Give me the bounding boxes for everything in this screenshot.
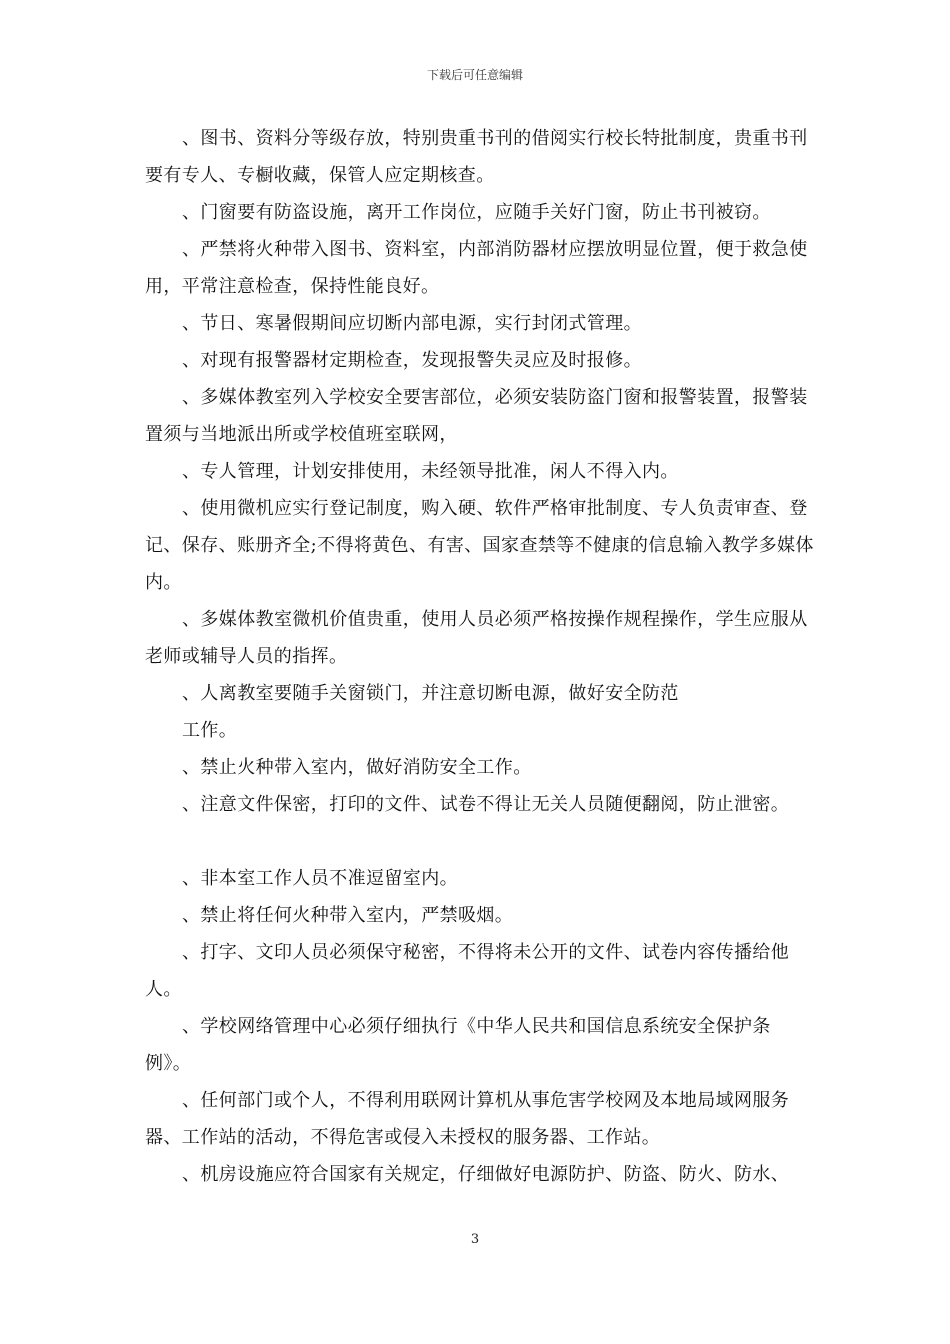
paragraph-2: 、门窗要有防盗设施，离开工作岗位，应随手关好门窗，防止书刊被窃。 [182, 202, 771, 223]
paragraph-14: 、禁止将任何火种带入室内，严禁吸烟。 [182, 905, 514, 926]
paragraph-17: 、任何部门或个人，不得利用联网计算机从事危害学校网及本地局域网服务器、工作站的活动，不得危害或侵入未授权的服务器、工作站。 [145, 1090, 790, 1148]
paragraph-8: 、使用微机应实行登记制度，购入硬、软件严格审批制度、专人负责审查、登记、保存、账册齐全;不得将黄色、有害、国家查禁等不健康的信息输入教学多媒体内。 [145, 498, 814, 593]
page-header: 下载后可任意编辑 [426, 68, 523, 82]
paragraph-3: 、严禁将火种带入图书、资料室，内部消防器材应摆放明显位置，便于救急使用，平常注意检查，保持性能良好。 [145, 239, 808, 297]
paragraph-7: 、专人管理，计划安排使用，未经领导批准，闲人不得入内。 [182, 461, 679, 482]
paragraph-11: 、禁止火种带入室内，做好消防安全工作。 [182, 757, 532, 778]
paragraph-10: 、人离教室要随手关窗锁门，并注意切断电源，做好安全防范 [182, 683, 679, 704]
paragraph-13: 、非本室工作人员不准逗留室内。 [182, 868, 458, 889]
blank-line [145, 823, 815, 860]
page-number: 3 [470, 1232, 480, 1247]
paragraph-12: 、注意文件保密，打印的文件、试卷不得让无关人员随便翻阅，防止泄密。 [182, 794, 790, 815]
paragraph-1: 、图书、资料分等级存放，特别贵重书刊的借阅实行校长特批制度，贵重书刊要有专人、专橱收藏，保管人应定期核查。 [145, 128, 808, 186]
paragraph-6: 、多媒体教室列入学校安全要害部位，必须安装防盗门窗和报警装置，报警装置须与当地派出所或学校值班室联网， [145, 387, 808, 445]
paragraph-15: 、打字、文印人员必须保守秘密，不得将未公开的文件、试卷内容传播给他人。 [145, 942, 790, 1000]
paragraph-5: 、对现有报警器材定期检查，发现报警失灵应及时报修。 [182, 350, 642, 371]
paragraph-10-continuation: 工作。 [182, 720, 238, 741]
paragraph-18: 、机房设施应符合国家有关规定，仔细做好电源防护、防盗、防火、防水、 [182, 1164, 790, 1185]
paragraph-4: 、节日、寒暑假期间应切断内部电源，实行封闭式管理。 [182, 313, 642, 334]
paragraph-16: 、学校网络管理中心必须仔细执行《中华人民共和国信息系统安全保护条例》。 [145, 1016, 771, 1074]
paragraph-9: 、多媒体教室微机价值贵重，使用人员必须严格按操作规程操作，学生应服从老师或辅导人员的指挥。 [145, 609, 808, 667]
document-body [145, 120, 815, 1193]
